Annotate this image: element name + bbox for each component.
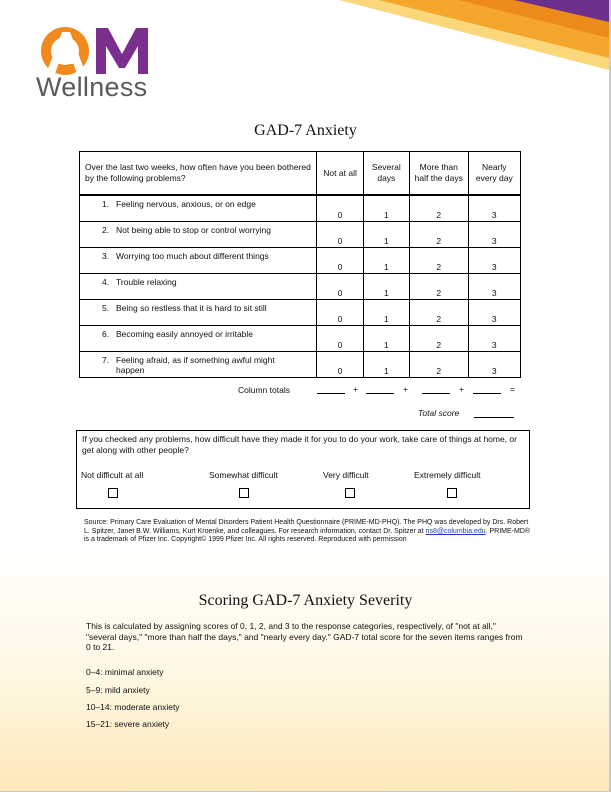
total-score-label: Total score	[418, 408, 460, 418]
item-number: 6.	[102, 329, 110, 339]
table-row	[80, 195, 521, 222]
column-header-more-than-half: More than half the days	[409, 152, 468, 196]
score-cell[interactable]: 3	[468, 300, 520, 326]
item-number: 3.	[102, 251, 110, 261]
table-row	[80, 300, 521, 326]
score-cell[interactable]: 0	[317, 274, 363, 300]
checkbox-not-difficult[interactable]	[108, 488, 118, 498]
item-label: Becoming easily annoyed or irritable	[116, 329, 254, 339]
severity-range-item: 15–21: severe anxiety	[86, 719, 170, 729]
checkbox-extremely-difficult[interactable]	[447, 488, 457, 498]
source-text: Source: Primary Care Evaluation of Mental Disorders Patient Health Questionnaire (PRIME-MD-PHQ). The PHQ was developed by Drs. Robert L. Spitzer, Janet B.W. Williams, Kurt Kroenke, and colleagues. For research information, contact Dr. Spitzer at	[84, 519, 529, 535]
item-number: 7.	[102, 355, 110, 365]
score-cell[interactable]: 0	[317, 300, 363, 326]
score-cell[interactable]: 1	[363, 300, 409, 326]
option-extremely-difficult-label: Extremely difficult	[414, 470, 481, 480]
plus-sign: +	[403, 384, 408, 394]
score-cell[interactable]: 0	[317, 248, 363, 274]
page-title: GAD-7 Anxiety	[254, 122, 357, 139]
table-row	[80, 222, 521, 248]
item-text	[80, 352, 317, 378]
item-label: Trouble relaxing	[116, 277, 177, 287]
table-header-row	[80, 152, 521, 196]
table-row	[80, 274, 521, 300]
item-number: 5.	[102, 303, 110, 313]
difficulty-question: If you checked any problems, how difficult have they made it for you to do your work, take care of things at home, or get along with other people?	[82, 434, 517, 455]
column-header-not-at-all: Not at all	[317, 152, 363, 196]
option-not-difficult-label: Not difficult at all	[81, 470, 144, 480]
score-cell[interactable]: 2	[409, 352, 468, 378]
item-number: 2.	[102, 225, 110, 235]
column-total-blank[interactable]	[422, 393, 450, 394]
item-label: Not being able to stop or control worrying	[116, 225, 271, 235]
contact-email-link[interactable]: ris8@columbia.edu	[425, 527, 486, 535]
score-cell[interactable]: 3	[468, 248, 520, 274]
score-cell[interactable]: 1	[363, 222, 409, 248]
plus-sign: +	[459, 384, 464, 394]
score-cell[interactable]: 2	[409, 300, 468, 326]
am-logo-mark	[38, 24, 158, 78]
item-text	[80, 195, 317, 222]
question-prompt: Over the last two weeks, how often have you been bothered by the following problems?	[80, 152, 317, 196]
item-text	[80, 300, 317, 326]
score-cell[interactable]: 2	[409, 222, 468, 248]
item-number: 1.	[102, 199, 110, 209]
gad7-questionnaire-table	[79, 151, 521, 378]
score-cell[interactable]: 3	[468, 326, 520, 352]
item-number: 4.	[102, 277, 110, 287]
item-text	[80, 274, 317, 300]
table-row	[80, 352, 521, 378]
score-cell[interactable]: 2	[409, 326, 468, 352]
severity-range-item: 10–14: moderate anxiety	[86, 702, 180, 712]
score-cell[interactable]: 3	[468, 274, 520, 300]
plus-sign: +	[353, 384, 358, 394]
score-cell[interactable]: 0	[317, 326, 363, 352]
source-text-end: . PRIME-MD® is a trademark of Pfizer Inc. Copyright© 1999 Pfizer Inc. All rights reserved. Reproduced with permission	[84, 527, 531, 543]
score-cell[interactable]: 0	[317, 195, 363, 222]
item-text	[80, 326, 317, 352]
item-label: Feeling nervous, anxious, or on edge	[116, 199, 256, 209]
checkbox-somewhat-difficult[interactable]	[239, 488, 249, 498]
column-header-nearly-every-day: Nearly every day	[468, 152, 520, 196]
item-text	[80, 248, 317, 274]
column-totals-label: Column totals	[238, 385, 290, 395]
severity-range-item: 0–4: minimal anxiety	[86, 667, 164, 677]
corner-stripe-decoration	[339, 0, 609, 70]
score-cell[interactable]: 3	[468, 195, 520, 222]
score-cell[interactable]: 1	[363, 352, 409, 378]
score-cell[interactable]: 3	[468, 222, 520, 248]
option-very-difficult-label: Very difficult	[323, 470, 369, 480]
option-somewhat-difficult-label: Somewhat difficult	[209, 470, 278, 480]
table-row	[80, 248, 521, 274]
severity-range-item: 5–9: mild anxiety	[86, 685, 150, 695]
table-row	[80, 326, 521, 352]
am-wellness-logo	[36, 22, 161, 102]
score-cell[interactable]: 1	[363, 326, 409, 352]
difficulty-question-box	[76, 430, 530, 509]
score-cell[interactable]: 2	[409, 248, 468, 274]
item-label: Feeling afraid, as if something awful might happen	[116, 355, 275, 375]
item-label: Worrying too much about different things	[116, 251, 269, 261]
column-total-blank[interactable]	[473, 393, 501, 394]
score-cell[interactable]: 1	[363, 195, 409, 222]
column-total-blank[interactable]	[366, 393, 394, 394]
score-cell[interactable]: 0	[317, 352, 363, 378]
score-cell[interactable]: 1	[363, 248, 409, 274]
score-cell[interactable]: 0	[317, 222, 363, 248]
total-score-blank[interactable]	[474, 417, 514, 418]
source-citation	[84, 519, 534, 545]
column-header-several-days: Several days	[363, 152, 409, 196]
column-total-blank[interactable]	[317, 393, 345, 394]
score-cell[interactable]: 3	[468, 352, 520, 378]
item-label: Being so restless that it is hard to sit still	[116, 303, 267, 313]
score-cell[interactable]: 2	[409, 195, 468, 222]
scoring-title: Scoring GAD-7 Anxiety Severity	[198, 592, 413, 609]
checkbox-very-difficult[interactable]	[345, 488, 355, 498]
column-totals-section	[0, 382, 611, 418]
score-cell[interactable]: 2	[409, 274, 468, 300]
wellness-wordmark: Wellness	[36, 72, 148, 102]
equals-sign: =	[510, 384, 515, 394]
scoring-description: This is calculated by assigning scores of 0, 1, 2, and 3 to the response categories, respectively, of "not at all," "several days," "more than half the days," and "nearly every day." GAD-7 total score for the seven items ranges from 0 to 21.	[86, 621, 523, 652]
item-text	[80, 222, 317, 248]
score-cell[interactable]: 1	[363, 274, 409, 300]
